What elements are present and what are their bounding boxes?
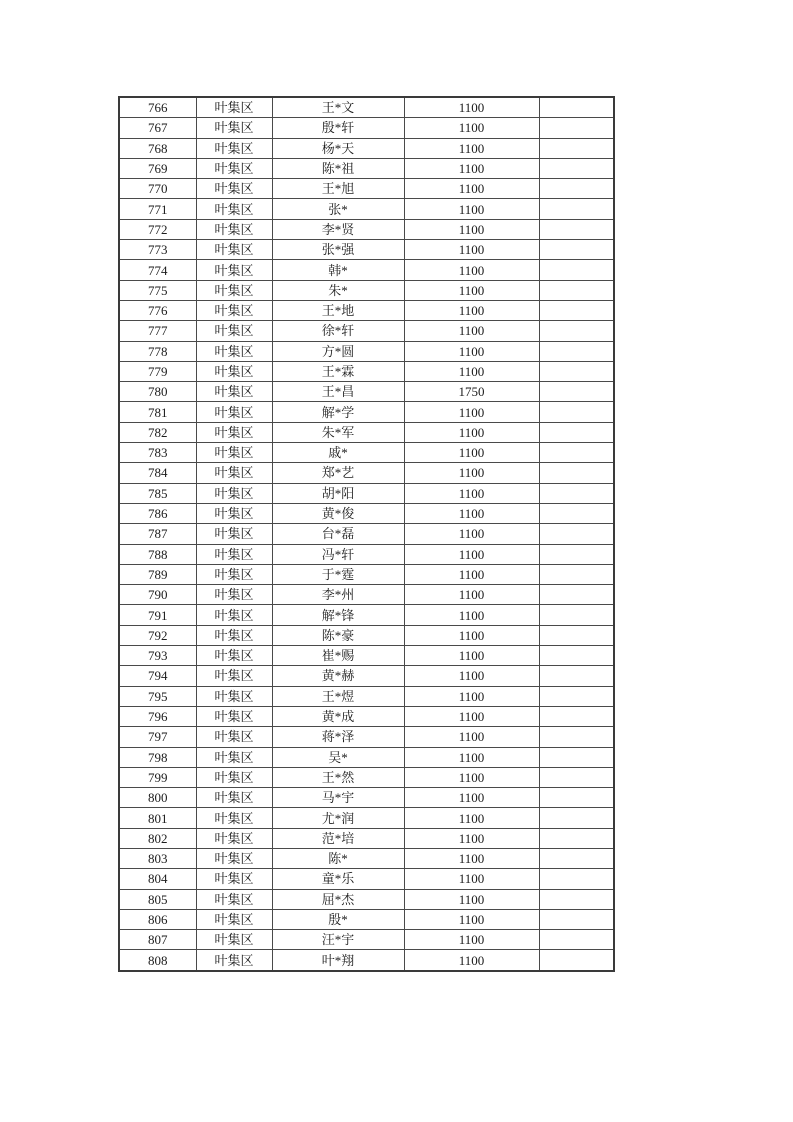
- district-cell: 叶集区: [196, 706, 272, 726]
- table-row: [119, 889, 614, 909]
- name-cell: 韩*: [272, 260, 404, 280]
- table-row: [119, 930, 614, 950]
- table-row: [119, 422, 614, 442]
- row-number-cell: 807: [119, 930, 196, 950]
- blank-cell: [539, 402, 614, 422]
- row-number-cell: 796: [119, 706, 196, 726]
- district-cell: 叶集区: [196, 788, 272, 808]
- amount-cell: 1100: [404, 828, 539, 848]
- blank-cell: [539, 909, 614, 929]
- name-cell: 解*学: [272, 402, 404, 422]
- amount-cell: 1100: [404, 158, 539, 178]
- amount-cell: 1100: [404, 97, 539, 118]
- row-number-cell: 801: [119, 808, 196, 828]
- row-number-cell: 805: [119, 889, 196, 909]
- district-cell: 叶集区: [196, 889, 272, 909]
- table-row: [119, 158, 614, 178]
- table-row: [119, 402, 614, 422]
- table-row: [119, 503, 614, 523]
- district-cell: 叶集区: [196, 808, 272, 828]
- row-number-cell: 782: [119, 422, 196, 442]
- row-number-cell: 772: [119, 219, 196, 239]
- amount-cell: 1100: [404, 950, 539, 971]
- amount-cell: 1100: [404, 118, 539, 138]
- blank-cell: [539, 280, 614, 300]
- name-cell: 杨*天: [272, 138, 404, 158]
- district-cell: 叶集区: [196, 848, 272, 868]
- blank-cell: [539, 666, 614, 686]
- row-number-cell: 767: [119, 118, 196, 138]
- table-row: [119, 950, 614, 971]
- name-cell: 李*州: [272, 585, 404, 605]
- blank-cell: [539, 219, 614, 239]
- blank-cell: [539, 747, 614, 767]
- name-cell: 郑*艺: [272, 463, 404, 483]
- row-number-cell: 799: [119, 767, 196, 787]
- name-cell: 殷*: [272, 909, 404, 929]
- blank-cell: [539, 382, 614, 402]
- name-cell: 朱*: [272, 280, 404, 300]
- amount-cell: 1100: [404, 138, 539, 158]
- district-cell: 叶集区: [196, 463, 272, 483]
- table-row: [119, 706, 614, 726]
- table-row: [119, 240, 614, 260]
- amount-cell: 1100: [404, 788, 539, 808]
- table-row: [119, 544, 614, 564]
- district-cell: 叶集区: [196, 625, 272, 645]
- name-cell: 崔*赐: [272, 646, 404, 666]
- row-number-cell: 798: [119, 747, 196, 767]
- name-cell: 王*文: [272, 97, 404, 118]
- table-row: [119, 869, 614, 889]
- blank-cell: [539, 341, 614, 361]
- row-number-cell: 797: [119, 727, 196, 747]
- name-cell: 尤*润: [272, 808, 404, 828]
- blank-cell: [539, 503, 614, 523]
- amount-cell: 1100: [404, 321, 539, 341]
- name-cell: 解*锋: [272, 605, 404, 625]
- name-cell: 王*昌: [272, 382, 404, 402]
- district-cell: 叶集区: [196, 564, 272, 584]
- blank-cell: [539, 788, 614, 808]
- table-row: [119, 625, 614, 645]
- table-row: [119, 808, 614, 828]
- table-row: [119, 321, 614, 341]
- name-cell: 陈*豪: [272, 625, 404, 645]
- row-number-cell: 777: [119, 321, 196, 341]
- name-cell: 胡*阳: [272, 483, 404, 503]
- amount-cell: 1100: [404, 909, 539, 929]
- blank-cell: [539, 828, 614, 848]
- amount-cell: 1100: [404, 240, 539, 260]
- table-row: [119, 828, 614, 848]
- amount-cell: 1100: [404, 463, 539, 483]
- district-cell: 叶集区: [196, 118, 272, 138]
- table-row: [119, 463, 614, 483]
- amount-cell: 1100: [404, 727, 539, 747]
- table-row: [119, 341, 614, 361]
- district-cell: 叶集区: [196, 585, 272, 605]
- blank-cell: [539, 361, 614, 381]
- amount-cell: 1100: [404, 848, 539, 868]
- row-number-cell: 779: [119, 361, 196, 381]
- name-cell: 黄*赫: [272, 666, 404, 686]
- amount-cell: 1100: [404, 585, 539, 605]
- blank-cell: [539, 625, 614, 645]
- name-cell: 黄*俊: [272, 503, 404, 523]
- blank-cell: [539, 97, 614, 118]
- name-cell: 李*贤: [272, 219, 404, 239]
- name-cell: 方*圆: [272, 341, 404, 361]
- amount-cell: 1750: [404, 382, 539, 402]
- table-row: [119, 686, 614, 706]
- district-cell: 叶集区: [196, 199, 272, 219]
- table-row: [119, 524, 614, 544]
- blank-cell: [539, 950, 614, 971]
- row-number-cell: 806: [119, 909, 196, 929]
- amount-cell: 1100: [404, 503, 539, 523]
- district-cell: 叶集区: [196, 321, 272, 341]
- row-number-cell: 766: [119, 97, 196, 118]
- district-cell: 叶集区: [196, 97, 272, 118]
- amount-cell: 1100: [404, 199, 539, 219]
- blank-cell: [539, 260, 614, 280]
- name-cell: 屈*杰: [272, 889, 404, 909]
- amount-cell: 1100: [404, 524, 539, 544]
- table-row: [119, 666, 614, 686]
- blank-cell: [539, 848, 614, 868]
- table-row: [119, 747, 614, 767]
- row-number-cell: 784: [119, 463, 196, 483]
- table-row: [119, 138, 614, 158]
- district-cell: 叶集区: [196, 382, 272, 402]
- blank-cell: [539, 930, 614, 950]
- district-cell: 叶集区: [196, 300, 272, 320]
- table-row: [119, 300, 614, 320]
- district-cell: 叶集区: [196, 503, 272, 523]
- row-number-cell: 768: [119, 138, 196, 158]
- district-cell: 叶集区: [196, 909, 272, 929]
- row-number-cell: 781: [119, 402, 196, 422]
- district-cell: 叶集区: [196, 524, 272, 544]
- blank-cell: [539, 686, 614, 706]
- district-cell: 叶集区: [196, 646, 272, 666]
- blank-cell: [539, 585, 614, 605]
- table-row: [119, 585, 614, 605]
- blank-cell: [539, 524, 614, 544]
- district-cell: 叶集区: [196, 179, 272, 199]
- row-number-cell: 789: [119, 564, 196, 584]
- blank-cell: [539, 483, 614, 503]
- blank-cell: [539, 869, 614, 889]
- name-cell: 蒋*泽: [272, 727, 404, 747]
- district-cell: 叶集区: [196, 422, 272, 442]
- amount-cell: 1100: [404, 422, 539, 442]
- district-cell: 叶集区: [196, 930, 272, 950]
- blank-cell: [539, 646, 614, 666]
- row-number-cell: 791: [119, 605, 196, 625]
- row-number-cell: 773: [119, 240, 196, 260]
- name-cell: 陈*祖: [272, 158, 404, 178]
- district-cell: 叶集区: [196, 138, 272, 158]
- name-cell: 黄*成: [272, 706, 404, 726]
- table-row: [119, 179, 614, 199]
- district-cell: 叶集区: [196, 605, 272, 625]
- blank-cell: [539, 605, 614, 625]
- blank-cell: [539, 300, 614, 320]
- blank-cell: [539, 443, 614, 463]
- benefit-roster-table: [118, 96, 615, 972]
- row-number-cell: 802: [119, 828, 196, 848]
- name-cell: 王*旭: [272, 179, 404, 199]
- amount-cell: 1100: [404, 179, 539, 199]
- amount-cell: 1100: [404, 767, 539, 787]
- blank-cell: [539, 463, 614, 483]
- district-cell: 叶集区: [196, 747, 272, 767]
- table-row: [119, 219, 614, 239]
- row-number-cell: 786: [119, 503, 196, 523]
- row-number-cell: 788: [119, 544, 196, 564]
- row-number-cell: 795: [119, 686, 196, 706]
- table-row: [119, 443, 614, 463]
- district-cell: 叶集区: [196, 544, 272, 564]
- blank-cell: [539, 240, 614, 260]
- row-number-cell: 792: [119, 625, 196, 645]
- table-row: [119, 280, 614, 300]
- district-cell: 叶集区: [196, 869, 272, 889]
- table-row: [119, 909, 614, 929]
- table-row: [119, 788, 614, 808]
- amount-cell: 1100: [404, 686, 539, 706]
- blank-cell: [539, 544, 614, 564]
- amount-cell: 1100: [404, 544, 539, 564]
- row-number-cell: 776: [119, 300, 196, 320]
- table-row: [119, 361, 614, 381]
- district-cell: 叶集区: [196, 666, 272, 686]
- table-row: [119, 97, 614, 118]
- district-cell: 叶集区: [196, 280, 272, 300]
- row-number-cell: 780: [119, 382, 196, 402]
- table-row: [119, 564, 614, 584]
- row-number-cell: 803: [119, 848, 196, 868]
- table-row: [119, 199, 614, 219]
- row-number-cell: 794: [119, 666, 196, 686]
- district-cell: 叶集区: [196, 483, 272, 503]
- amount-cell: 1100: [404, 260, 539, 280]
- table-row: [119, 605, 614, 625]
- row-number-cell: 787: [119, 524, 196, 544]
- amount-cell: 1100: [404, 341, 539, 361]
- blank-cell: [539, 138, 614, 158]
- name-cell: 徐*轩: [272, 321, 404, 341]
- row-number-cell: 800: [119, 788, 196, 808]
- row-number-cell: 770: [119, 179, 196, 199]
- district-cell: 叶集区: [196, 828, 272, 848]
- amount-cell: 1100: [404, 483, 539, 503]
- row-number-cell: 790: [119, 585, 196, 605]
- name-cell: 王*然: [272, 767, 404, 787]
- district-cell: 叶集区: [196, 219, 272, 239]
- row-number-cell: 804: [119, 869, 196, 889]
- amount-cell: 1100: [404, 219, 539, 239]
- blank-cell: [539, 706, 614, 726]
- table-row: [119, 260, 614, 280]
- table-row: [119, 118, 614, 138]
- row-number-cell: 785: [119, 483, 196, 503]
- row-number-cell: 775: [119, 280, 196, 300]
- table-row: [119, 767, 614, 787]
- amount-cell: 1100: [404, 646, 539, 666]
- district-cell: 叶集区: [196, 727, 272, 747]
- blank-cell: [539, 422, 614, 442]
- table-row: [119, 848, 614, 868]
- amount-cell: 1100: [404, 869, 539, 889]
- amount-cell: 1100: [404, 808, 539, 828]
- name-cell: 陈*: [272, 848, 404, 868]
- blank-cell: [539, 564, 614, 584]
- district-cell: 叶集区: [196, 158, 272, 178]
- name-cell: 叶*翔: [272, 950, 404, 971]
- amount-cell: 1100: [404, 300, 539, 320]
- row-number-cell: 778: [119, 341, 196, 361]
- amount-cell: 1100: [404, 930, 539, 950]
- district-cell: 叶集区: [196, 361, 272, 381]
- name-cell: 范*培: [272, 828, 404, 848]
- amount-cell: 1100: [404, 280, 539, 300]
- name-cell: 童*乐: [272, 869, 404, 889]
- district-cell: 叶集区: [196, 402, 272, 422]
- amount-cell: 1100: [404, 747, 539, 767]
- amount-cell: 1100: [404, 706, 539, 726]
- name-cell: 朱*军: [272, 422, 404, 442]
- amount-cell: 1100: [404, 605, 539, 625]
- table-row: [119, 727, 614, 747]
- blank-cell: [539, 767, 614, 787]
- district-cell: 叶集区: [196, 950, 272, 971]
- name-cell: 张*强: [272, 240, 404, 260]
- district-cell: 叶集区: [196, 260, 272, 280]
- district-cell: 叶集区: [196, 341, 272, 361]
- row-number-cell: 808: [119, 950, 196, 971]
- name-cell: 汪*宇: [272, 930, 404, 950]
- row-number-cell: 793: [119, 646, 196, 666]
- amount-cell: 1100: [404, 666, 539, 686]
- district-cell: 叶集区: [196, 686, 272, 706]
- blank-cell: [539, 118, 614, 138]
- blank-cell: [539, 199, 614, 219]
- name-cell: 殷*轩: [272, 118, 404, 138]
- name-cell: 戚*: [272, 443, 404, 463]
- amount-cell: 1100: [404, 361, 539, 381]
- amount-cell: 1100: [404, 443, 539, 463]
- name-cell: 王*地: [272, 300, 404, 320]
- district-cell: 叶集区: [196, 767, 272, 787]
- name-cell: 台*磊: [272, 524, 404, 544]
- row-number-cell: 771: [119, 199, 196, 219]
- district-cell: 叶集区: [196, 443, 272, 463]
- district-cell: 叶集区: [196, 240, 272, 260]
- amount-cell: 1100: [404, 564, 539, 584]
- blank-cell: [539, 321, 614, 341]
- blank-cell: [539, 808, 614, 828]
- table-row: [119, 483, 614, 503]
- amount-cell: 1100: [404, 889, 539, 909]
- row-number-cell: 769: [119, 158, 196, 178]
- amount-cell: 1100: [404, 402, 539, 422]
- name-cell: 冯*轩: [272, 544, 404, 564]
- name-cell: 于*霆: [272, 564, 404, 584]
- name-cell: 马*宇: [272, 788, 404, 808]
- amount-cell: 1100: [404, 625, 539, 645]
- name-cell: 吴*: [272, 747, 404, 767]
- blank-cell: [539, 889, 614, 909]
- table-row: [119, 646, 614, 666]
- blank-cell: [539, 179, 614, 199]
- name-cell: 张*: [272, 199, 404, 219]
- blank-cell: [539, 158, 614, 178]
- row-number-cell: 783: [119, 443, 196, 463]
- blank-cell: [539, 727, 614, 747]
- table-row: [119, 382, 614, 402]
- name-cell: 王*霖: [272, 361, 404, 381]
- name-cell: 王*煜: [272, 686, 404, 706]
- row-number-cell: 774: [119, 260, 196, 280]
